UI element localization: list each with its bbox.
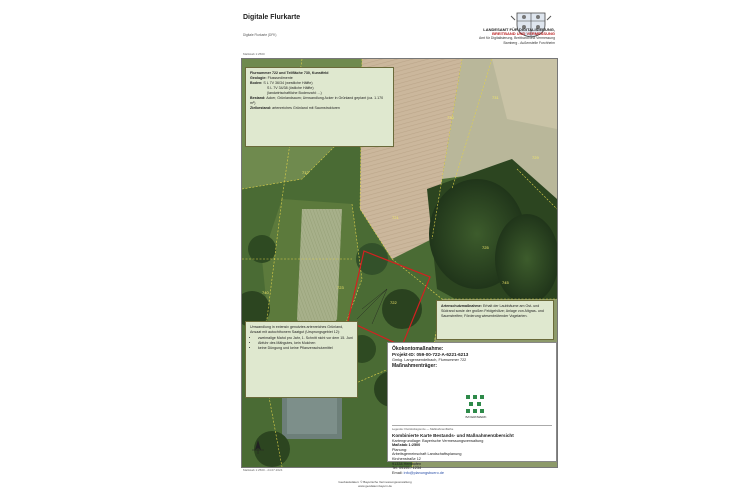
- geologie-value: Flusssedimente: [267, 76, 293, 80]
- eco-account-box: [387, 342, 557, 475]
- agency-name-a: LANDESAMT FÜR DIGITALISIERUNG,: [483, 27, 555, 32]
- measure-item: • keine Düngung und keine Pflanzenschutzmittel: [258, 346, 353, 351]
- scale-label: Maßstab 1:2500: [243, 52, 265, 56]
- project-id: Projekt-ID: 059-00-722-A-6221-6213: [392, 352, 469, 357]
- email-link[interactable]: info@planungsbuero.de: [403, 470, 445, 475]
- legend-line: Legende: Flurstücksgrenze — Maßnahmenfläche: [392, 425, 552, 432]
- north-arrow-icon: [252, 440, 264, 454]
- lot-label: 740: [262, 290, 269, 295]
- bestand-value: Acker, Grünlandsaum; Umwandlung Acker in Grünland geplant (ca. 1.170 m²): [250, 96, 384, 105]
- parcel-info-title: Flurnummer 722 und Teilfläche 730, Kunstfeld: [250, 71, 329, 75]
- zielbestand-value: artenreiches Grünland mit Saumstrukturen: [272, 106, 340, 110]
- species-protection-title: Artenschutzmaßnahme:: [441, 304, 482, 308]
- measure-description-box: [245, 321, 358, 398]
- plan-line: Email:: [392, 470, 403, 475]
- plan-line: Tel. 09195 / 1234: [392, 466, 422, 471]
- boden-line: (landwirtschaftliche Bodenzahl: ...): [267, 91, 322, 95]
- measure-item: • Abfuhr des Mähgutes, kein Mulchen: [258, 341, 353, 346]
- measure-intro: Umwandlung in extensiv genutztes artenreiches Grünland, Ansaat mit autochthonem Saatgut (Ursprungsgebiet 12):: [250, 325, 344, 334]
- document-subtitle: Digitale Flurkarte (DFK): [243, 33, 277, 37]
- scale-date-label: Maßstab 1:2500 - 24.07.2024: [243, 468, 283, 472]
- plan-line: Kirchenstraße 12: [392, 456, 421, 461]
- measure-item: • zweimalige Mahd pro Jahr, 1. Schnitt nicht vor dem 15. Juni: [258, 336, 353, 341]
- bestand-label: Bestand:: [250, 96, 266, 100]
- lot-label: 725: [482, 245, 489, 250]
- lot-label: 722: [390, 300, 397, 305]
- plan-line: Maßstab 1:2500: [392, 443, 421, 448]
- footer-url[interactable]: www.geodaten.bayern.de: [358, 484, 392, 488]
- lot-label: 723: [337, 285, 344, 290]
- lot-label: 745: [502, 280, 509, 285]
- zielbestand-label: Zielbestand:: [250, 106, 272, 110]
- plan-title: Kombinierte Karte Bestands- und Maßnahmenübersicht: [392, 433, 514, 438]
- measure-list: [258, 336, 353, 351]
- species-protection-box: [436, 300, 554, 340]
- agency-office: Amt für Digitalisierung, Breitband und Vermessung: [479, 36, 555, 41]
- footer: [330, 480, 420, 488]
- boden-line: S L 7V 36/34 (westliche Hälfte): [263, 81, 313, 85]
- sponsor-label: Maßnahmenträger:: [392, 363, 438, 369]
- lot-label: 729: [532, 155, 539, 160]
- eco-account-title: Ökokontomaßnahme:: [392, 346, 444, 352]
- boden-line: S L 7V 34/38 (östliche Hälfte): [267, 86, 314, 90]
- boden-label: Boden:: [250, 81, 263, 85]
- plan-line: Planung:: [392, 447, 407, 452]
- agency-block: [430, 28, 555, 45]
- species-protection-text: Erhalt der Laubbäume am Ost- und Südrand sowie der großen Feldgehölze; Anlage von Altgras- und Saumstreifen; Förderung wiesenbrütender Vogelarten.: [441, 304, 544, 318]
- sponsor-logo-label: BAYERNWERK: [465, 415, 487, 419]
- footer-copyright: Geobasisdaten: © Bayerische Vermessungsverwaltung: [338, 480, 412, 484]
- project-sub: Gmkg. Langensendelbach, Flurnummer 722: [392, 358, 467, 362]
- plan-line: Arbeitsgemeinschaft Landschaftsplanung: [392, 452, 462, 457]
- lot-label: 712: [302, 170, 309, 175]
- parcel-info-box: [245, 67, 394, 147]
- sponsor-logo-icon: [464, 393, 486, 415]
- geologie-label: Geologie:: [250, 76, 267, 80]
- document-title: Digitale Flurkarte: [243, 14, 301, 21]
- plan-line: Kartengrundlage: Bayerische Vermessungsverwaltung: [392, 438, 484, 443]
- plan-info: [392, 434, 554, 475]
- lot-label: 731: [492, 95, 499, 100]
- agency-branch: Bamberg - Außenstelle Forchheim: [503, 40, 555, 45]
- plan-line: 91334 Hemhofen: [392, 461, 422, 466]
- lot-label: 721: [392, 215, 399, 220]
- lot-label: 730: [447, 115, 454, 120]
- agency-name-b: BREITBAND UND VERMESSUNG: [492, 31, 555, 37]
